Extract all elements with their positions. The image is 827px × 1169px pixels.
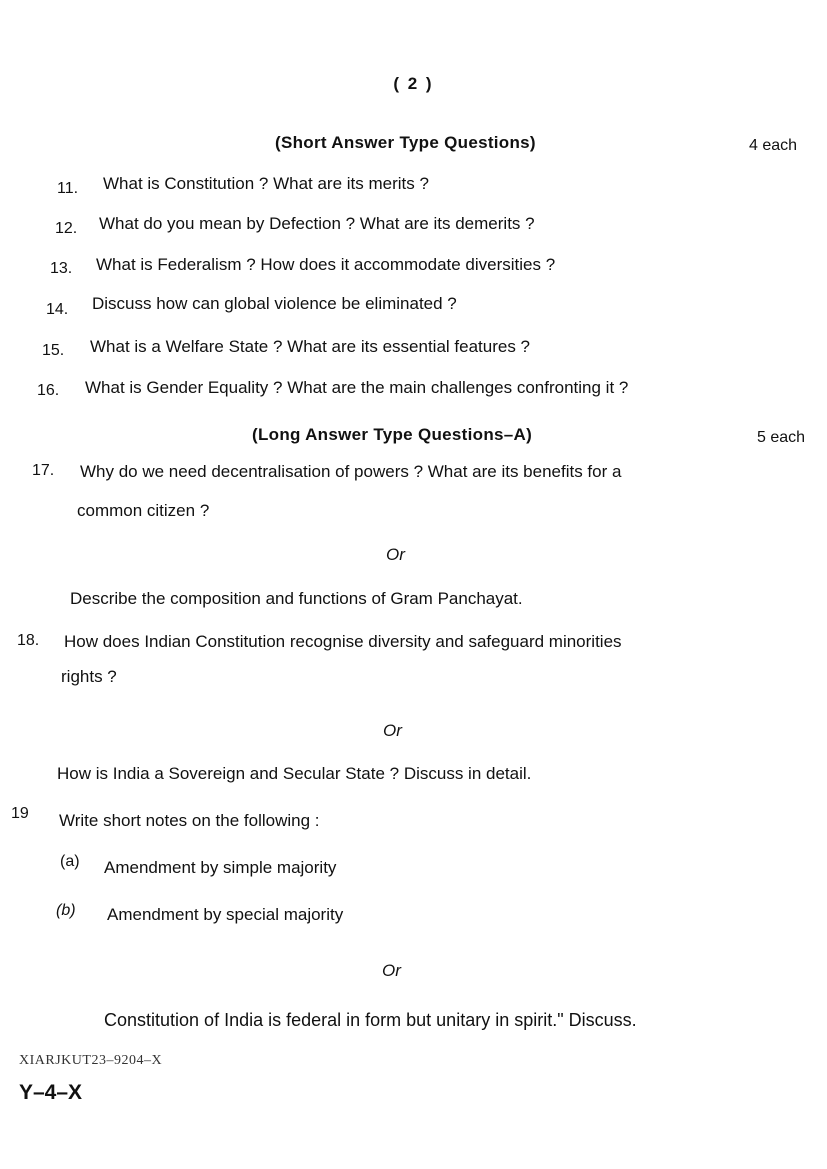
short-answer-marks: 4 each <box>749 137 798 154</box>
question-text-line1: Why do we need decentralisation of powers ? What are its benefits for a <box>80 462 622 481</box>
or-separator: Or <box>382 961 401 980</box>
question-text-line2: common citizen ? <box>77 501 210 520</box>
question-number: 12. <box>55 220 78 237</box>
question-text: Discuss how can global violence be eliminated ? <box>92 294 457 313</box>
or-separator: Or <box>383 721 402 740</box>
question-number: 19 <box>11 805 29 822</box>
question-number: 18. <box>17 632 40 649</box>
question-text: What is Gender Equality ? What are the main challenges confronting it ? <box>85 378 629 397</box>
question-number: 14. <box>46 301 69 318</box>
sub-question-text: Amendment by special majority <box>107 905 344 924</box>
question-text: What is Federalism ? How does it accommodate diversities ? <box>96 255 556 274</box>
series-code: Y–4–X <box>19 1081 83 1104</box>
question-text: What do you mean by Defection ? What are its demerits ? <box>99 214 535 233</box>
question-text: What is a Welfare State ? What are its essential features ? <box>90 337 530 356</box>
long-answer-heading: (Long Answer Type Questions–A) <box>252 425 533 444</box>
or-separator: Or <box>386 545 405 564</box>
question-number: 11. <box>57 180 79 197</box>
question-text-line1: How does Indian Constitution recognise diversity and safeguard minorities <box>64 632 622 651</box>
question-number: 15. <box>42 342 65 359</box>
sub-question-text: Amendment by simple majority <box>104 858 337 877</box>
sub-question-label: (a) <box>60 853 80 870</box>
alternative-question: How is India a Sovereign and Secular State ? Discuss in detail. <box>57 764 532 783</box>
question-text-line2: rights ? <box>61 667 117 686</box>
alternative-question: Constitution of India is federal in form but unitary in spirit." Discuss. <box>104 1010 637 1030</box>
paper-code: XIARJKUT23–9204–X <box>19 1053 163 1068</box>
page-number: ( 2 ) <box>393 74 434 93</box>
short-answer-heading: (Short Answer Type Questions) <box>275 133 536 152</box>
sub-question-label: (b) <box>56 902 76 919</box>
question-number: 16. <box>37 382 60 399</box>
question-number: 13. <box>50 260 73 277</box>
long-answer-marks: 5 each <box>757 429 806 446</box>
alternative-question: Describe the composition and functions of Gram Panchayat. <box>70 589 523 608</box>
question-number: 17. <box>32 462 55 479</box>
question-text: What is Constitution ? What are its merits ? <box>103 174 429 193</box>
question-text-line1: Write short notes on the following : <box>59 811 320 830</box>
